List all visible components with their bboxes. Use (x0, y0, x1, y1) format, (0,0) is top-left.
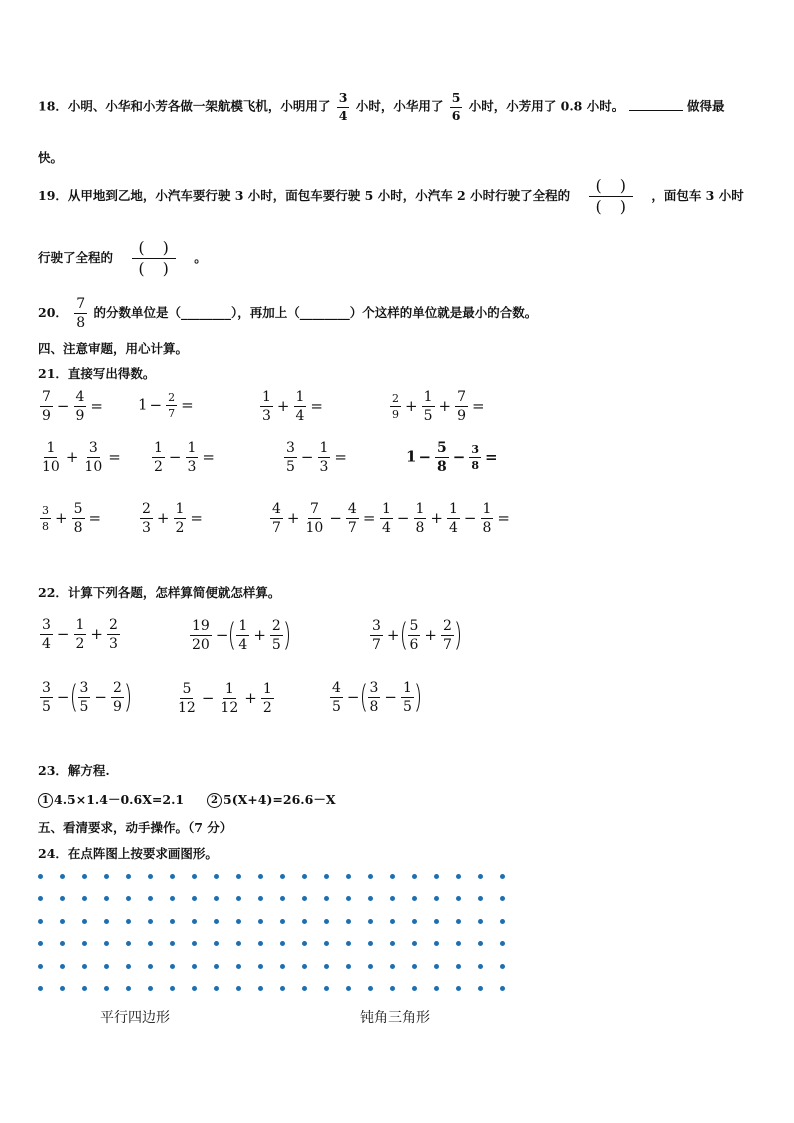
grid-dot[interactable] (192, 941, 197, 946)
grid-dot[interactable] (60, 986, 65, 991)
q21-item: $\frac{1}{3}$ + $\frac{1}{4}$ = (262, 389, 323, 424)
grid-dot[interactable] (192, 964, 197, 969)
grid-dot[interactable] (170, 919, 175, 924)
q21-title: 21．直接写出得数。 (38, 366, 156, 381)
grid-dot[interactable] (60, 919, 65, 924)
grid-dot[interactable] (236, 941, 241, 946)
grid-dot[interactable] (104, 896, 109, 901)
section-5-heading: 五、看清要求，动手操作。（7 分） (38, 820, 233, 835)
grid-dot[interactable] (214, 941, 219, 946)
grid-dot[interactable] (390, 896, 395, 901)
grid-dot[interactable] (478, 941, 483, 946)
grid-dot[interactable] (104, 986, 109, 991)
grid-dot[interactable] (302, 896, 307, 901)
grid-dot[interactable] (38, 919, 43, 924)
grid-dot[interactable] (104, 941, 109, 946)
blank-fraction[interactable]: () () (120, 240, 186, 277)
grid-dot[interactable] (192, 986, 197, 991)
grid-dot[interactable] (500, 896, 505, 901)
grid-dot[interactable] (434, 964, 439, 969)
grid-dot[interactable] (368, 896, 373, 901)
grid-dot[interactable] (302, 964, 307, 969)
grid-dot[interactable] (104, 874, 109, 879)
q21-item: $\frac{1}{2}$ − $\frac{1}{3}$ = (154, 440, 215, 475)
grid-dot[interactable] (346, 941, 351, 946)
grid-dot[interactable] (148, 896, 153, 901)
q20: 20． $\frac{7}{8}$ 的分数单位是（________），再加上（________）个这样的单位就是最小的合数。 (38, 296, 538, 331)
grid-dot[interactable] (434, 919, 439, 924)
grid-dot[interactable] (148, 986, 153, 991)
grid-dot[interactable] (280, 919, 285, 924)
grid-dot[interactable] (456, 896, 461, 901)
grid-dot[interactable] (214, 964, 219, 969)
grid-dot[interactable] (456, 919, 461, 924)
grid-dot[interactable] (126, 941, 131, 946)
grid-dot[interactable] (148, 919, 153, 924)
grid-dot[interactable] (280, 941, 285, 946)
q21-item: $\frac{1}{4}$ − $\frac{1}{8}$ + $\frac{1}{4}$ − $\frac{1}{8}$ = (382, 501, 510, 536)
grid-dot[interactable] (478, 874, 483, 879)
q22-title: 22．计算下列各题，怎样算简便就怎样算。 (38, 585, 281, 600)
grid-dot[interactable] (148, 964, 153, 969)
q21-item: $\frac{2}{9}$ + $\frac{1}{5}$ + $\frac{7}{9}$ = (392, 389, 485, 424)
grid-dot[interactable] (170, 896, 175, 901)
grid-dot[interactable] (258, 941, 263, 946)
grid-dot[interactable] (412, 964, 417, 969)
grid-dot[interactable] (500, 919, 505, 924)
grid-dot[interactable] (500, 986, 505, 991)
q21-item: $\frac{4}{7}$ + $\frac{7}{10}$ − $\frac{4}{7}$ = (272, 501, 376, 536)
grid-dot[interactable] (170, 874, 175, 879)
blank-fraction[interactable]: () () (577, 178, 643, 215)
grid-dot[interactable] (346, 896, 351, 901)
q21-item: $\frac{2}{3}$ + $\frac{1}{2}$ = (142, 501, 203, 536)
grid-dot[interactable] (60, 964, 65, 969)
grid-dot[interactable] (214, 896, 219, 901)
grid-dot[interactable] (236, 986, 241, 991)
caption-parallelogram: 平行四边形 (100, 1010, 170, 1026)
q22-expr: $\frac{3}{4}$ − $\frac{1}{2}$ + $\frac{2}{3}$ (42, 617, 118, 652)
grid-dot[interactable] (500, 941, 505, 946)
grid-dot[interactable] (500, 964, 505, 969)
grid-dot[interactable] (346, 964, 351, 969)
grid-dot[interactable] (368, 919, 373, 924)
grid-dot[interactable] (280, 964, 285, 969)
grid-dot[interactable] (412, 874, 417, 879)
grid-dot[interactable] (60, 874, 65, 879)
q22-expr: $\frac{4}{5}$ − $\frac{3}{8}$ − $\frac{1}{5}$ (328, 680, 420, 715)
grid-dot[interactable] (456, 874, 461, 879)
grid-dot[interactable] (236, 874, 241, 879)
grid-dot[interactable] (170, 941, 175, 946)
grid-dot[interactable] (126, 986, 131, 991)
grid-dot[interactable] (434, 986, 439, 991)
grid-dot[interactable] (324, 964, 329, 969)
grid-dot[interactable] (82, 964, 87, 969)
grid-dot[interactable] (148, 874, 153, 879)
q24-title: 24．在点阵图上按要求画图形。 (38, 846, 218, 861)
q23-equation-2: 2 5(X+4)=26.6－X (207, 790, 336, 808)
grid-dot[interactable] (478, 919, 483, 924)
grid-dot[interactable] (346, 986, 351, 991)
grid-dot[interactable] (346, 919, 351, 924)
q23-equation-1: 1 4.5×1.4－0.6X=2.1 (38, 790, 184, 808)
grid-dot[interactable] (478, 896, 483, 901)
grid-dot[interactable] (82, 941, 87, 946)
grid-dot[interactable] (280, 986, 285, 991)
q22-expr: $\frac{3}{7}$ + $\frac{5}{6}$ + $\frac{2}{7}$ (368, 618, 460, 653)
grid-dot[interactable] (82, 896, 87, 901)
q21-item: $\frac{7}{9}$ − $\frac{4}{9}$ = (42, 389, 103, 424)
grid-dot[interactable] (302, 986, 307, 991)
grid-dot[interactable] (258, 964, 263, 969)
grid-dot[interactable] (302, 874, 307, 879)
grid-dot[interactable] (258, 896, 263, 901)
grid-dot[interactable] (170, 986, 175, 991)
grid-dot[interactable] (412, 896, 417, 901)
grid-dot[interactable] (126, 896, 131, 901)
grid-dot[interactable] (390, 874, 395, 879)
grid-dot[interactable] (192, 896, 197, 901)
grid-dot[interactable] (324, 986, 329, 991)
grid-dot[interactable] (60, 941, 65, 946)
grid-dot[interactable] (126, 964, 131, 969)
grid-dot[interactable] (82, 986, 87, 991)
grid-dot[interactable] (236, 964, 241, 969)
grid-dot[interactable] (258, 919, 263, 924)
grid-dot[interactable] (390, 919, 395, 924)
grid-dot[interactable] (258, 874, 263, 879)
grid-dot[interactable] (60, 896, 65, 901)
q18-line1: 18．小明、小华和小芳各做一架航模飞机，小明用了 $\frac{3}{4}$ 小时，小华用了 $\frac{5}{6}$ 小时，小芳用了 0.8 小时。 做得最 (38, 90, 725, 123)
grid-dot[interactable] (38, 964, 43, 969)
grid-dot[interactable] (280, 874, 285, 879)
grid-dot[interactable] (478, 964, 483, 969)
q21-item: $\frac{1}{10}$ + $\frac{3}{10}$ = (42, 440, 121, 475)
section-4-heading: 四、注意审题，用心计算。 (38, 341, 189, 356)
answer-blank[interactable] (629, 98, 683, 111)
q22-expr: $\frac{5}{12}$ − $\frac{1}{12}$ + $\frac{1}{2}$ (178, 681, 272, 716)
grid-dot[interactable] (214, 874, 219, 879)
grid-dot[interactable] (434, 896, 439, 901)
fraction: $\frac{3}{4}$ (338, 90, 348, 123)
caption-obtuse-triangle: 钝角三角形 (360, 1010, 430, 1026)
grid-dot[interactable] (324, 941, 329, 946)
grid-dot[interactable] (324, 874, 329, 879)
grid-dot[interactable] (412, 941, 417, 946)
grid-dot[interactable] (390, 964, 395, 969)
grid-dot[interactable] (192, 919, 197, 924)
grid-dot[interactable] (390, 941, 395, 946)
grid-dot[interactable] (258, 986, 263, 991)
fraction: $\frac{5}{6}$ (451, 90, 461, 123)
grid-dot[interactable] (82, 919, 87, 924)
grid-dot[interactable] (302, 919, 307, 924)
q23-title: 23．解方程. (38, 763, 110, 778)
q21-item: $\frac{3}{5}$ − $\frac{1}{3}$ = (286, 440, 347, 475)
grid-dot[interactable] (324, 919, 329, 924)
grid-dot[interactable] (368, 986, 373, 991)
grid-dot[interactable] (236, 919, 241, 924)
grid-dot[interactable] (82, 874, 87, 879)
grid-dot[interactable] (236, 896, 241, 901)
grid-dot[interactable] (170, 964, 175, 969)
grid-dot[interactable] (368, 941, 373, 946)
grid-dot[interactable] (412, 986, 417, 991)
grid-dot[interactable] (214, 919, 219, 924)
grid-dot[interactable] (214, 986, 219, 991)
grid-dot[interactable] (38, 986, 43, 991)
grid-dot[interactable] (456, 986, 461, 991)
grid-dot[interactable] (192, 874, 197, 879)
grid-dot[interactable] (104, 964, 109, 969)
q18-line2: 快。 (38, 150, 64, 165)
grid-dot[interactable] (38, 896, 43, 901)
q22-expr: $\frac{19}{20}$ − $\frac{1}{4}$ + $\frac{2}{5}$ (188, 618, 289, 653)
grid-dot[interactable] (126, 919, 131, 924)
q19-line1: 19．从甲地到乙地，小汽车要行驶 3 小时，面包车要行驶 5 小时，小汽车 2 小时行驶了全程的 () () ，面包车 3 小时 (38, 176, 744, 216)
grid-dot[interactable] (38, 874, 43, 879)
grid-dot[interactable] (478, 986, 483, 991)
grid-dot[interactable] (412, 919, 417, 924)
q21-item: 1 − $\frac{5}{8}$ − $\frac{3}{8}$ = (406, 440, 498, 475)
grid-dot[interactable] (280, 896, 285, 901)
grid-dot[interactable] (324, 896, 329, 901)
grid-dot[interactable] (390, 986, 395, 991)
grid-dot[interactable] (368, 874, 373, 879)
q22-expr: $\frac{3}{5}$ − $\frac{3}{5}$ − $\frac{2}{9}$ (38, 680, 130, 715)
q21-item: 1 − $\frac{2}{7}$ = (138, 391, 194, 420)
grid-dot[interactable] (104, 919, 109, 924)
grid-dot[interactable] (126, 874, 131, 879)
grid-dot[interactable] (456, 964, 461, 969)
grid-dot[interactable] (456, 941, 461, 946)
grid-dot[interactable] (346, 874, 351, 879)
grid-dot[interactable] (302, 941, 307, 946)
grid-dot[interactable] (148, 941, 153, 946)
grid-dot[interactable] (38, 941, 43, 946)
grid-dot[interactable] (368, 964, 373, 969)
q21-item: $\frac{3}{8}$ + $\frac{5}{8}$ = (42, 501, 102, 536)
grid-dot[interactable] (500, 874, 505, 879)
grid-dot[interactable] (434, 874, 439, 879)
grid-dot[interactable] (434, 941, 439, 946)
q19-line2: 行驶了全程的 () () 。 (38, 238, 207, 278)
